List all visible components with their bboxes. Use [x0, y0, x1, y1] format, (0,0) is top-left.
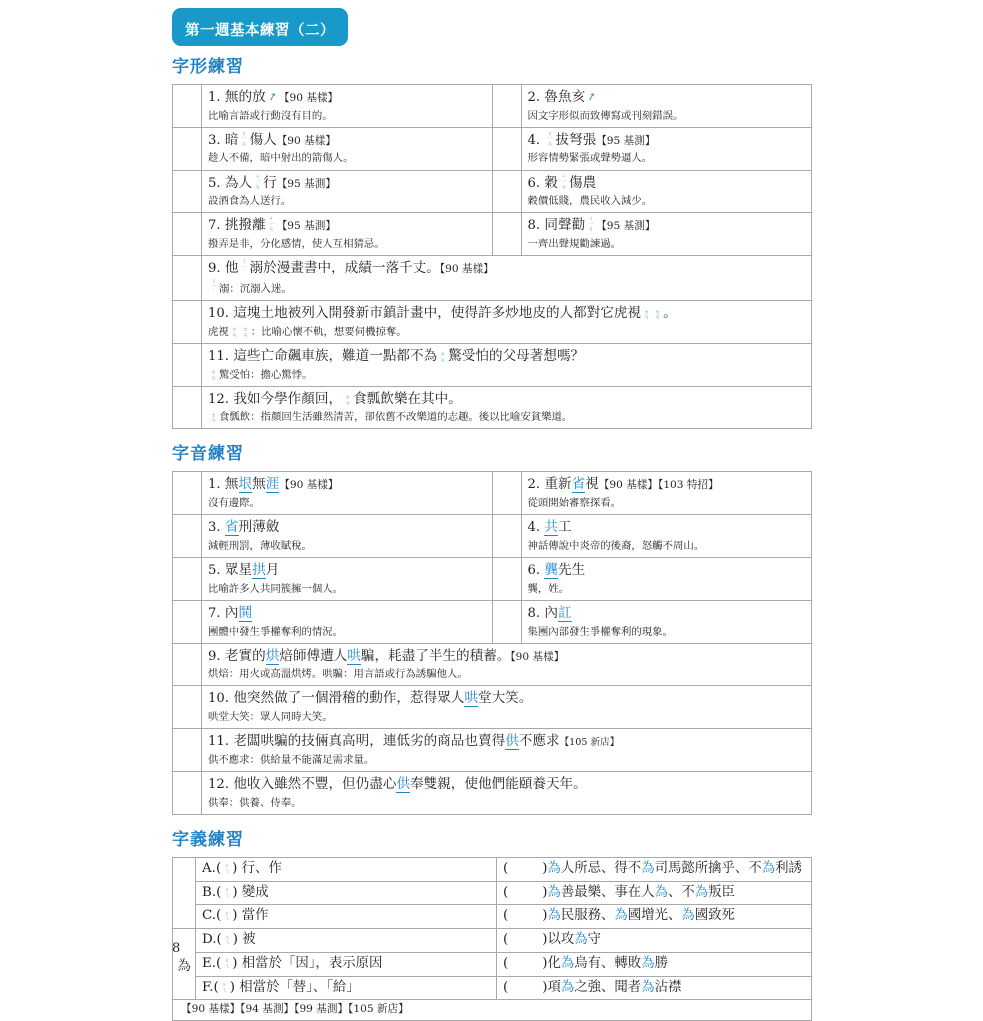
ziyi-table — [172, 857, 812, 1021]
answer-line: 設酒食為人送行。 — [208, 195, 292, 208]
example-cell: ( )化為烏有、轉敗為勝 — [497, 952, 812, 976]
question-line: 6. 龔先生 — [527, 562, 586, 578]
section-heading-ziyin: 字音練習 — [172, 444, 244, 465]
question-line: 12. 他收入雖然不豐，但仍盡心供奉雙親，使他們能頤養天年。 — [208, 776, 587, 793]
section-heading-ziyi: 字義練習 — [172, 829, 244, 850]
table-row — [173, 729, 812, 772]
table-row — [173, 881, 812, 905]
question-line: 9. 他 ㄋ 一 ˋ 溺於漫畫書中，成績一落千丈。【90 基樣】 — [208, 259, 494, 277]
item-cell — [202, 686, 812, 729]
table-row — [173, 952, 812, 976]
table-row — [173, 515, 812, 558]
item-cell — [202, 127, 493, 170]
question-line: 1. 無的放➚【90 基樣】 — [208, 88, 339, 105]
content-column — [172, 56, 812, 1021]
example-cell: ( )項為之強、聞者為沾襟 — [497, 976, 812, 1000]
bopomofo-blank-icon: ㄉ ㄢ — [242, 327, 248, 339]
table-row — [173, 600, 812, 643]
question-line: 9. 老實的烘焙師傅遭人哄騙，耗盡了半生的積蓄。【90 基樣】 — [208, 647, 565, 664]
check-cell[interactable] — [173, 256, 202, 301]
definition-cell: C.( ㄨ ㄟ ) 當作 — [196, 905, 497, 929]
item-cell — [202, 301, 812, 344]
item-cell — [202, 729, 812, 772]
definition-cell: A.( ㄨ ㄟ ) 行、作 — [196, 857, 497, 881]
answer-line: 供不應求：供給量不能滿足需求量。 — [208, 753, 375, 766]
question-line: 4. 共工 — [527, 519, 572, 536]
answer-line: 哄堂大笑：眾人同時大笑。 — [208, 711, 333, 724]
question-line: 3. 省刑薄斂 — [208, 519, 280, 536]
item-cell — [202, 386, 812, 429]
check-cell[interactable] — [173, 857, 196, 928]
item-cell — [521, 558, 812, 601]
check-cell[interactable] — [492, 600, 521, 643]
footer-tags-cell — [173, 1000, 812, 1021]
check-cell[interactable] — [173, 84, 202, 127]
table-row — [173, 976, 812, 1000]
item-cell — [202, 84, 493, 127]
key-character-label: 為 — [173, 929, 196, 1000]
check-cell[interactable] — [173, 386, 202, 429]
table-row — [173, 686, 812, 729]
table-row — [173, 301, 812, 344]
table-row — [173, 343, 812, 386]
answer-line: 比喻許多人共同簇擁一個人。 — [208, 582, 344, 595]
table-row — [173, 772, 812, 815]
check-cell[interactable] — [173, 515, 202, 558]
answer-line: 穀價低賤，農民收入減少。 — [527, 195, 653, 208]
bopomofo-blank-icon: ㄐ 一 ㄢ — [547, 130, 553, 148]
item-cell — [521, 515, 812, 558]
check-cell[interactable] — [492, 84, 521, 127]
definition-cell: B.( ㄨ ㄟ ) 變成 — [196, 881, 497, 905]
example-cell: ( )為人所忌、得不為司馬懿所擒乎、不為利誘 — [497, 857, 812, 881]
bopomofo-blank-icon: ㄨ ㄟ — [223, 863, 230, 875]
question-line: 5. 眾星拱月 — [208, 562, 280, 578]
page-number: 8 — [172, 941, 181, 956]
answer-line: 一齊出聲規勸諫過。 — [527, 238, 622, 251]
item-cell — [202, 515, 493, 558]
item-cell — [202, 343, 812, 386]
answer-line: 比喻言語或行動沒有目的。 — [208, 109, 333, 122]
bopomofo-blank-icon: ㄋ 一 ˋ — [210, 278, 217, 296]
check-cell[interactable] — [173, 686, 202, 729]
table-row — [173, 127, 812, 170]
answer-line: 撥弄是非，分化感情，使人互相猜忌。 — [208, 238, 385, 251]
bopomofo-blank-icon: ㄨ ㄟ — [224, 934, 230, 947]
answer-line: 因文字形似而致傳寫或刊刻錯誤。 — [527, 109, 684, 122]
check-cell[interactable] — [173, 127, 202, 170]
answer-line: ㄉ ㄢ 驚受怕：擔心驚悸。 — [210, 368, 313, 382]
definition-cell: E.( ㄨ ㄟ ) 相當於「因」，表示原因 — [196, 952, 497, 976]
question-line: 3. 暗 ㄐ 一 ㄢ 傷人【90 基樣】 — [208, 130, 336, 148]
check-cell[interactable] — [173, 558, 202, 601]
check-cell[interactable] — [492, 127, 521, 170]
answer-line: 形容情勢緊張或聲勢逼人。 — [527, 152, 653, 165]
check-cell[interactable] — [492, 558, 521, 601]
bopomofo-blank-icon: ㄉ ㄢ — [210, 412, 217, 425]
question-line: 7. 內鬨 — [208, 604, 253, 621]
question-line: 11. 這些亡命飆車族，難道一點都不為 ㄉ ㄢ 驚受怕的父母著想嗎？ — [208, 347, 585, 364]
check-cell[interactable] — [173, 729, 202, 772]
check-cell[interactable] — [492, 472, 521, 515]
bopomofo-blank-icon: ㄉ ㄢ — [210, 370, 217, 382]
question-line: 8. 內訌 — [527, 604, 572, 621]
check-cell[interactable] — [492, 213, 521, 256]
bopomofo-blank-icon: ㄐ 一 ㄢ — [560, 173, 567, 191]
check-cell[interactable] — [173, 170, 202, 213]
answer-line: 虎視 ㄉ ㄢ ㄉ ㄢ ：比喻心懷不軌，想要伺機掠奪。 — [208, 325, 407, 339]
answer-line: 沒有邊際。 — [208, 497, 260, 510]
blank-marker-icon: ➚ — [585, 88, 599, 105]
section-heading-xingci: 字形練習 — [172, 57, 244, 77]
table-row — [173, 256, 812, 301]
definition-cell: D.( ㄨ ㄟ ) 被 — [196, 929, 497, 953]
item-cell — [521, 213, 812, 256]
answer-line: 神話傳說中炎帝的後裔，怒觸不周山。 — [527, 539, 705, 552]
item-cell — [202, 256, 812, 301]
question-line: 5. 為人 ㄐ 一 ㄢ 行【95 基測】 — [208, 173, 336, 191]
item-cell — [202, 600, 493, 643]
item-cell — [202, 213, 493, 256]
bopomofo-blank-icon: ㄉ ㄢ — [654, 309, 661, 321]
bopomofo-blank-icon: ㄐ 一 ㄢ — [254, 173, 261, 191]
bopomofo-blank-icon: ㄐ 一 ㄢ — [588, 216, 594, 234]
item-cell — [202, 170, 493, 213]
bopomofo-blank-icon: ㄉ ㄢ — [643, 309, 650, 321]
table-row — [173, 558, 812, 601]
answer-line: 減輕刑罰，薄收賦稅。 — [208, 539, 312, 552]
item-cell — [202, 558, 493, 601]
table-row — [173, 643, 812, 686]
question-line: 10. 他突然做了一個滑稽的動作，惹得眾人哄堂大笑。 — [208, 690, 533, 707]
check-cell[interactable] — [173, 343, 202, 386]
check-cell[interactable] — [173, 472, 202, 515]
table-row — [173, 213, 812, 256]
table-row — [173, 386, 812, 429]
table-row — [173, 1000, 812, 1021]
check-cell[interactable] — [173, 600, 202, 643]
example-cell: ( )以攻為守 — [497, 929, 812, 953]
blank-marker-icon: ➚ — [265, 88, 279, 105]
table-row — [173, 84, 812, 127]
answer-line: 集團內部發生爭權奪利的現象。 — [527, 625, 673, 638]
question-line: 6. 穀 ㄐ 一 ㄢ 傷農 — [527, 173, 597, 191]
answer-line: 團體中發生爭權奪利的情況。 — [208, 625, 344, 638]
check-cell[interactable] — [492, 170, 521, 213]
bopomofo-blank-icon: ㄐ 一 ㄢ — [268, 216, 274, 234]
question-line: 7. 挑撥離 ㄐ 一 ㄢ 【95 基測】 — [208, 216, 336, 234]
answer-line: ㄉ ㄢ 食瓢飲：指顏回生活雖然清苦，卻依舊不改樂道的志趣。後以比喻安貧樂道。 — [210, 411, 573, 425]
example-cell: ( )為善最樂、事在人為、不為叛臣 — [497, 881, 812, 905]
question-line: 2. 魯魚亥➚ — [527, 88, 599, 105]
answer-line: ㄋ 一 ˋ 溺：沉溺入迷。 — [210, 278, 292, 296]
bopomofo-blank-icon: ㄨ ㄟ — [224, 887, 230, 899]
check-cell[interactable] — [173, 643, 202, 686]
item-cell — [202, 472, 493, 515]
bopomofo-blank-icon: ㄉ ㄢ — [440, 352, 446, 364]
bopomofo-blank-icon: ㄋ 一 ˋ — [241, 259, 247, 277]
item-cell — [521, 600, 812, 643]
question-line: 10. 這塊土地被列入開發新市鎮計畫中，使得許多炒地皮的人都對它虎視 ㄉ ㄢ ㄉ ㄢ 。 — [208, 305, 677, 321]
example-cell: ( )為民服務、為國增光、為國致死 — [497, 905, 812, 929]
answer-line: 烘焙：用火或高溫烘烤。哄騙：用言語或行為誘騙他人。 — [208, 668, 468, 681]
bopomofo-blank-icon: ㄨ ㄟ — [221, 982, 227, 994]
xingci-table — [172, 84, 812, 430]
question-line: 4. ㄐ 一 ㄢ 拔弩張【95 基測】 — [527, 130, 656, 148]
ziyin-table — [172, 471, 812, 815]
table-row — [173, 929, 812, 953]
table-row — [173, 472, 812, 515]
bopomofo-blank-icon: ㄨ ㄟ — [224, 910, 230, 923]
question-line: 1. 無垠無涯【90 基樣】 — [208, 476, 339, 493]
bopomofo-blank-icon: ㄉ ㄢ — [344, 395, 351, 407]
item-cell — [521, 84, 812, 127]
check-cell[interactable] — [492, 515, 521, 558]
check-cell[interactable] — [173, 301, 202, 344]
question-line: 2. 重新省視【90 基樣】【103 特招】 — [527, 476, 719, 493]
table-row — [173, 857, 812, 881]
table-row — [173, 170, 812, 213]
item-cell — [521, 127, 812, 170]
table-row — [173, 905, 812, 929]
item-cell — [202, 772, 812, 815]
question-line: 12. 我如今學作顏回， ㄉ ㄢ 食瓢飲樂在其中。 — [208, 390, 462, 407]
question-line: 8. 同聲勸 ㄐ 一 ㄢ 【95 基測】 — [527, 216, 656, 234]
item-cell — [202, 643, 812, 686]
bopomofo-blank-icon: ㄐ 一 ㄢ — [241, 130, 247, 148]
answer-line: 趁人不備，暗中射出的箭傷人。 — [208, 152, 354, 165]
question-line: 11. 老闆哄騙的技倆真高明，連低劣的商品也賣得供不應求【105 新店】 — [208, 733, 620, 750]
exam-tags: 【90 基樣】【94 基測】【99 基測】【105 新店】 — [181, 1003, 409, 1016]
answer-line: 供奉：供養、侍奉。 — [208, 796, 302, 809]
answer-line: 龔，姓。 — [527, 582, 570, 595]
check-cell[interactable] — [173, 772, 202, 815]
answer-line: 從頭開始審察探看。 — [527, 497, 622, 510]
week-banner: 第一週基本練習（二） — [172, 8, 348, 46]
bopomofo-blank-icon: ㄨ ㄟ — [224, 958, 230, 970]
definition-cell: F.( ㄨ ㄟ ) 相當於「替」、「給」 — [196, 976, 497, 1000]
bopomofo-blank-icon: ㄉ ㄢ — [231, 327, 237, 339]
check-cell[interactable] — [173, 213, 202, 256]
item-cell — [521, 472, 812, 515]
item-cell — [521, 170, 812, 213]
